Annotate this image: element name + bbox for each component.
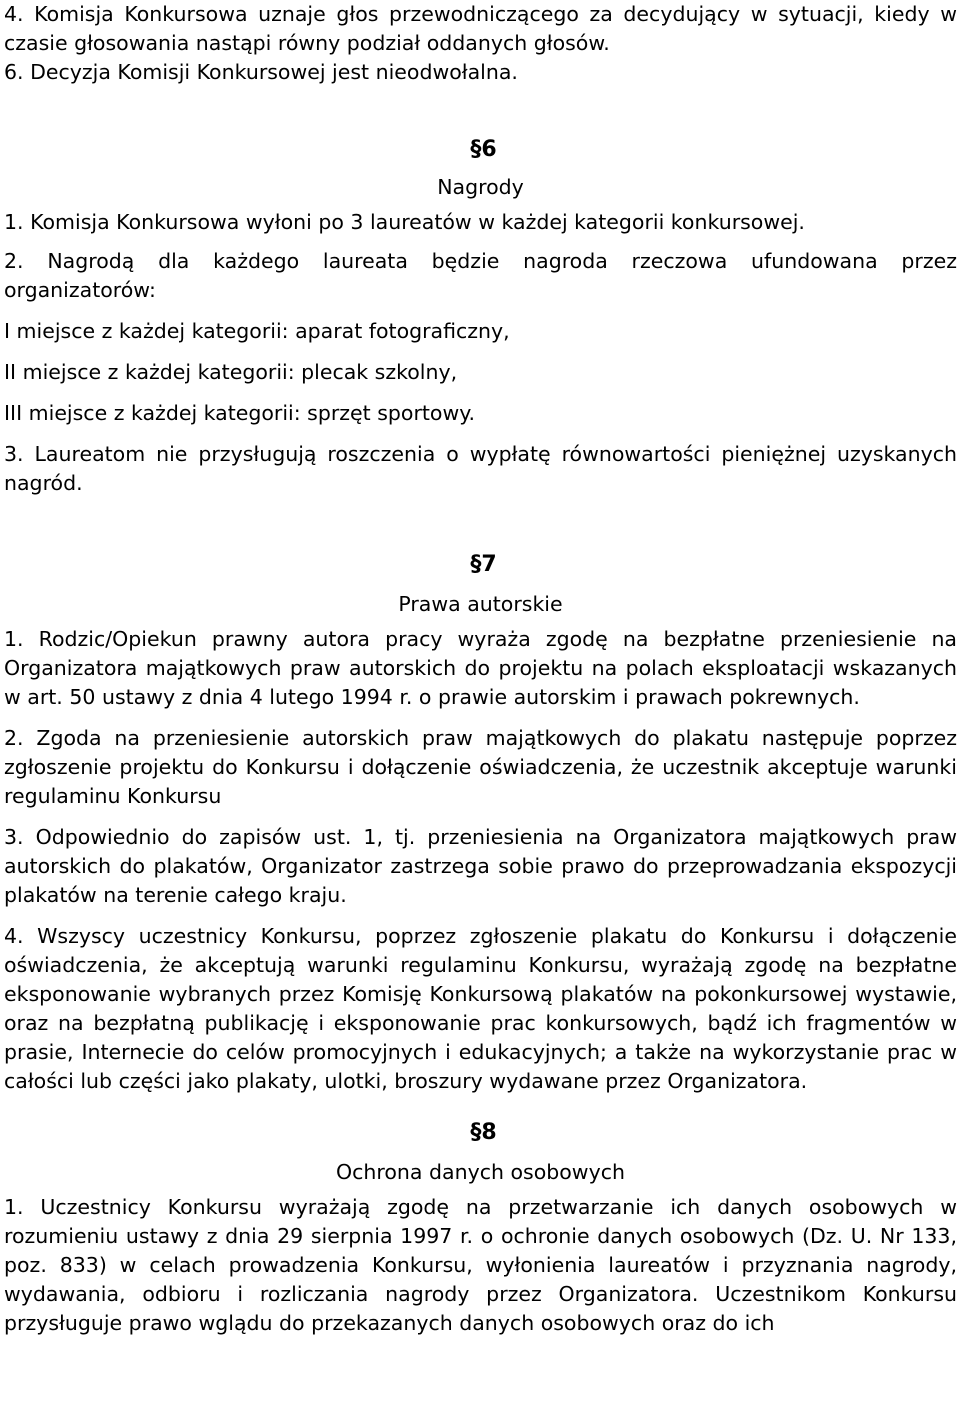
section-sign: §	[470, 552, 482, 577]
section-7-heading	[4, 550, 957, 580]
section-8-paragraph-1: 1. Uczestnicy Konkursu wyrażają zgodę na przetwarzanie ich danych osobowych w rozumieniu ustawy z dnia 29 sierpnia 1997 r. o ochronie danych osobowych (Dz. U. Nr 133, poz. 833) w celach prowadzenia Konkursu, wyłonienia laureatów i przyznania nagrody, wydawania, odbioru i rozliczania nagrody przez Organizatora. Uczestnikom Konkursu przysługuje prawo wglądu do przekazanych danych osobowych oraz do ich	[4, 1195, 957, 1335]
section-8-heading	[4, 1118, 957, 1148]
paragraph-6: 6. Decyzja Komisji Konkursowej jest nieodwołalna.	[4, 60, 518, 84]
section-6-title: Nagrody	[437, 175, 524, 199]
section-7-paragraph-3: 3. Odpowiednio do zapisów ust. 1, tj. przeniesienia na Organizatora majątkowych praw autorskich do plakatów, Organizator zastrzega sobie prawo do przeprowadzania ekspozycji plakatów na terenie całego kraju.	[4, 825, 957, 907]
section-6-paragraph-2: 2. Nagrodą dla każdego laureata będzie nagroda rzeczowa ufundowana przez organizatorów:	[4, 249, 957, 302]
section-6-heading	[4, 135, 957, 165]
section-number: 6	[481, 137, 497, 162]
prize-second: II miejsce z każdej kategorii: plecak szkolny,	[4, 360, 458, 384]
section-7-paragraph-4: 4. Wszyscy uczestnicy Konkursu, poprzez zgłoszenie plakatu do Konkursu i dołączenie oświadczenia, że akceptują warunki regulaminu Konkursu, wyrażają zgodę na bezpłatne eksponowanie wybranych przez Komisję Konkursową plakatów na pokonkursowej wystawie, oraz na bezpłatną publikację i eksponowanie prac konkursowych, bądź ich fragmentów w prasie, Internecie do celów promocyjnych i edukacyjnych; a także na wykorzystanie prac w całości lub części jako plakaty, ulotki, broszury wydawane przez Organizatora.	[4, 924, 957, 1093]
section-sign: §	[470, 137, 482, 162]
section-6-paragraph-1: 1. Komisja Konkursowa wyłoni po 3 laureatów w każdej kategorii konkursowej.	[4, 210, 805, 234]
section-8-title: Ochrona danych osobowych	[336, 1160, 625, 1184]
section-7-title: Prawa autorskie	[398, 592, 563, 616]
section-sign: §	[470, 1120, 482, 1145]
section-number: 8	[481, 1120, 497, 1145]
section-7-paragraph-1: 1. Rodzic/Opiekun prawny autora pracy wyraża zgodę na bezpłatne przeniesienie na Organizatora majątkowych praw autorskich do projektu na polach eksploatacji wskazanych w art. 50 ustawy z dnia 4 lutego 1994 r. o prawie autorskim i prawach pokrewnych.	[4, 627, 957, 709]
prize-first: I miejsce z każdej kategorii: aparat fotograficzny,	[4, 319, 510, 343]
document-page	[4, 0, 957, 1338]
paragraph-4: 4. Komisja Konkursowa uznaje głos przewodniczącego za decydujący w sytuacji, kiedy w czasie głosowania nastąpi równy podział oddanych głosów.	[4, 2, 957, 55]
section-number: 7	[481, 552, 497, 577]
prize-third: III miejsce z każdej kategorii: sprzęt sportowy.	[4, 401, 475, 425]
section-6-paragraph-3: 3. Laureatom nie przysługują roszczenia o wypłatę równowartości pieniężnej uzyskanych nagród.	[4, 442, 957, 495]
section-7-paragraph-2: 2. Zgoda na przeniesienie autorskich praw majątkowych do plakatu następuje poprzez zgłoszenie projektu do Konkursu i dołączenie oświadczenia, że uczestnik akceptuje warunki regulaminu Konkursu	[4, 726, 957, 808]
